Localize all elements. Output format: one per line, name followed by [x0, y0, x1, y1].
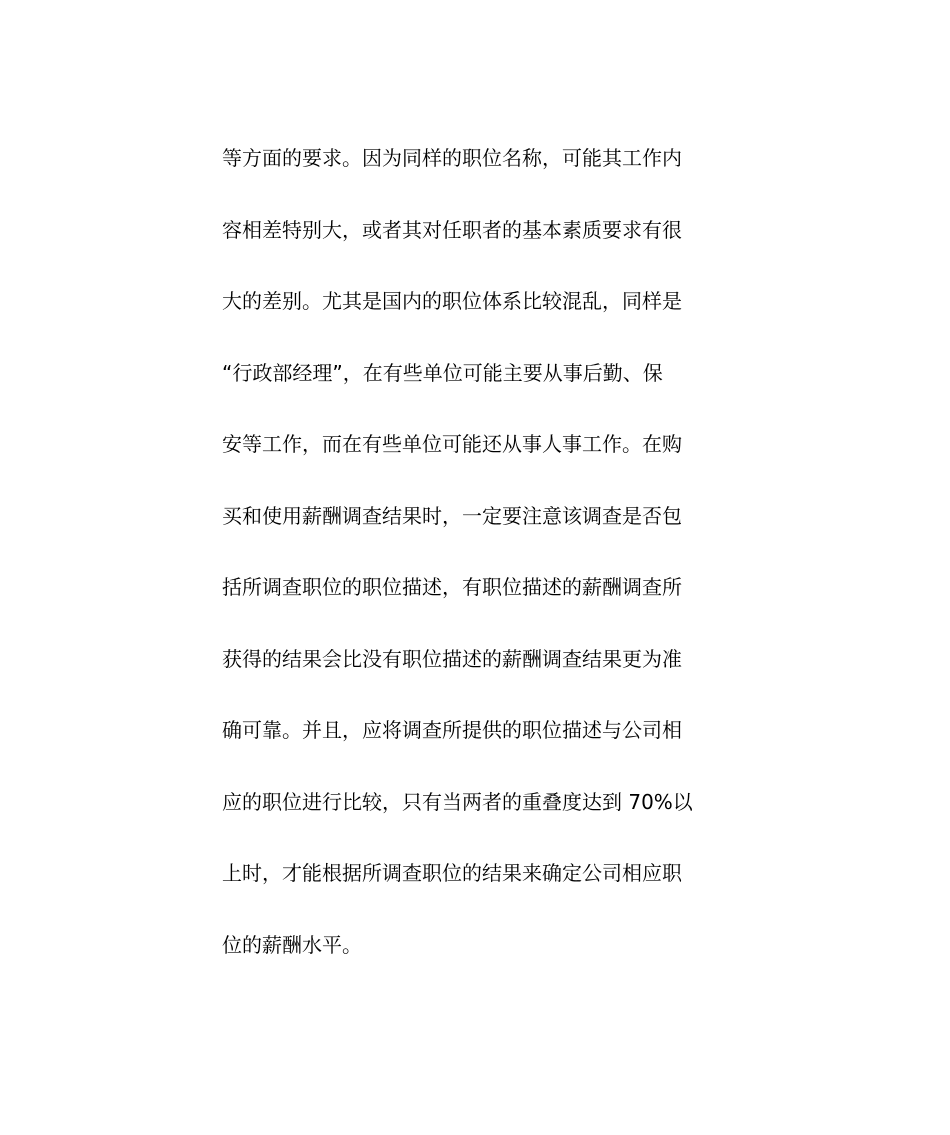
- paragraph-line: 买和使用薪酬调查结果时，一定要注意该调查是否包: [222, 503, 682, 528]
- paragraph-line: 安等工作，而在有些单位可能还从事人事工作。在购: [222, 432, 682, 456]
- paragraph-line: 获得的结果会比没有职位描述的薪酬调查结果更为准: [222, 646, 682, 671]
- paragraph-line: “行政部经理”，在有些单位可能主要从事后勤、保: [222, 360, 663, 385]
- paragraph-line: 上时，才能根据所调查职位的结果来确定公司相应职: [222, 861, 682, 885]
- body-paragraph: [222, 140, 742, 998]
- paragraph-line: 容相差特别大，或者其对任职者的基本素质要求有很: [222, 217, 682, 242]
- paragraph-line: 等方面的要求。因为同样的职位名称，可能其工作内: [222, 146, 682, 170]
- paragraph-line: 确可靠。并且，应将调查所提供的职位描述与公司相: [222, 718, 682, 742]
- paragraph-line: 位的薪酬水平。: [222, 932, 362, 957]
- paragraph-line: 应的职位进行比较，只有当两者的重叠度达到 70%以: [222, 789, 693, 814]
- paragraph-line: 括所调查职位的职位描述，有职位描述的薪酬调查所: [222, 575, 682, 599]
- paragraph-line: 大的差别。尤其是国内的职位体系比较混乱，同样是: [222, 289, 682, 313]
